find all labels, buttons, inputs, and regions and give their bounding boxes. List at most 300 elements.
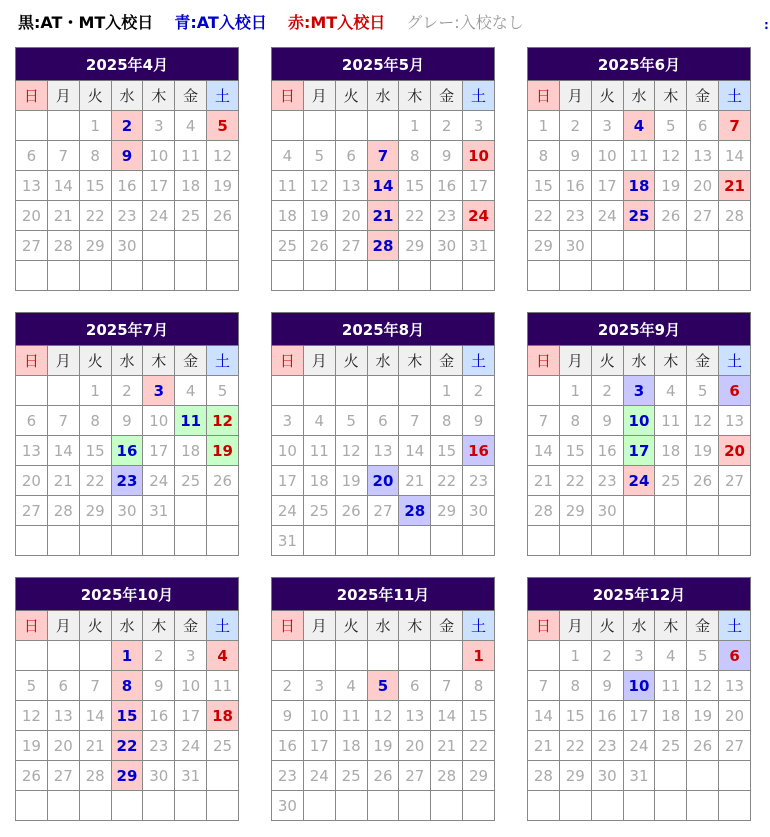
day-cell: 20 xyxy=(399,731,431,761)
empty-cell xyxy=(47,791,79,821)
day-cell: 20 xyxy=(719,436,751,466)
weekday-header: 木 xyxy=(399,81,431,111)
day-cell: 15 xyxy=(559,701,591,731)
weekday-header: 日 xyxy=(528,346,560,376)
weekday-header: 火 xyxy=(335,81,367,111)
empty-cell xyxy=(528,376,560,406)
day-cell: 28 xyxy=(431,761,463,791)
empty-cell xyxy=(431,641,463,671)
day-cell: 11 xyxy=(175,141,207,171)
day-cell: 9 xyxy=(111,141,143,171)
day-cell: 27 xyxy=(719,466,751,496)
empty-cell xyxy=(207,261,239,291)
day-cell: 18 xyxy=(655,436,687,466)
day-cell: 7 xyxy=(47,141,79,171)
empty-cell xyxy=(367,526,399,556)
empty-cell xyxy=(303,376,335,406)
day-cell: 3 xyxy=(623,641,655,671)
weekday-header: 日 xyxy=(272,611,304,641)
day-cell: 21 xyxy=(79,731,111,761)
day-cell: 17 xyxy=(175,701,207,731)
empty-cell xyxy=(79,261,111,291)
day-cell: 25 xyxy=(175,201,207,231)
weekday-header: 土 xyxy=(207,611,239,641)
empty-cell xyxy=(143,526,175,556)
day-cell: 7 xyxy=(528,406,560,436)
empty-cell xyxy=(367,111,399,141)
month-title: 2025年7月 xyxy=(16,313,239,346)
day-cell: 11 xyxy=(207,671,239,701)
weekday-header: 火 xyxy=(79,611,111,641)
day-cell: 9 xyxy=(111,406,143,436)
month-title: 2025年10月 xyxy=(16,578,239,611)
weekday-header: 金 xyxy=(431,81,463,111)
day-cell: 12 xyxy=(303,171,335,201)
day-cell: 16 xyxy=(463,436,495,466)
day-cell: 23 xyxy=(272,761,304,791)
day-cell: 27 xyxy=(367,496,399,526)
day-cell: 27 xyxy=(399,761,431,791)
empty-cell xyxy=(719,231,751,261)
weekday-header: 日 xyxy=(272,346,304,376)
day-cell: 16 xyxy=(272,731,304,761)
day-cell: 8 xyxy=(399,141,431,171)
weekday-header: 木 xyxy=(399,346,431,376)
weekday-header: 水 xyxy=(623,346,655,376)
empty-cell xyxy=(367,261,399,291)
empty-cell xyxy=(559,261,591,291)
day-cell: 15 xyxy=(79,436,111,466)
day-cell: 16 xyxy=(431,171,463,201)
day-cell: 19 xyxy=(687,436,719,466)
day-cell: 6 xyxy=(16,141,48,171)
day-cell: 8 xyxy=(431,406,463,436)
empty-cell xyxy=(623,791,655,821)
weekday-header: 火 xyxy=(591,346,623,376)
weekday-header: 水 xyxy=(111,346,143,376)
empty-cell xyxy=(47,376,79,406)
day-cell: 14 xyxy=(367,171,399,201)
day-cell: 10 xyxy=(175,671,207,701)
weekday-header: 月 xyxy=(47,346,79,376)
day-cell: 21 xyxy=(528,731,560,761)
day-cell: 5 xyxy=(687,641,719,671)
month-title: 2025年8月 xyxy=(272,313,495,346)
day-cell: 24 xyxy=(591,201,623,231)
empty-cell xyxy=(431,526,463,556)
empty-cell xyxy=(399,376,431,406)
day-cell: 21 xyxy=(431,731,463,761)
empty-cell xyxy=(47,111,79,141)
day-cell: 2 xyxy=(143,641,175,671)
day-cell: 1 xyxy=(79,111,111,141)
day-cell: 3 xyxy=(143,111,175,141)
empty-cell xyxy=(207,761,239,791)
month-calendar xyxy=(271,47,495,291)
empty-cell xyxy=(591,231,623,261)
day-cell: 2 xyxy=(591,376,623,406)
day-cell: 3 xyxy=(143,376,175,406)
weekday-header: 水 xyxy=(111,81,143,111)
day-cell: 28 xyxy=(367,231,399,261)
empty-cell xyxy=(367,791,399,821)
day-cell: 20 xyxy=(719,701,751,731)
empty-cell xyxy=(111,526,143,556)
day-cell: 15 xyxy=(463,701,495,731)
day-cell: 1 xyxy=(431,376,463,406)
empty-cell xyxy=(399,526,431,556)
empty-cell xyxy=(175,791,207,821)
day-cell: 11 xyxy=(623,141,655,171)
day-cell: 15 xyxy=(559,436,591,466)
weekday-header: 火 xyxy=(79,346,111,376)
day-cell: 7 xyxy=(367,141,399,171)
day-cell: 16 xyxy=(559,171,591,201)
empty-cell xyxy=(687,526,719,556)
day-cell: 15 xyxy=(399,171,431,201)
day-cell: 5 xyxy=(367,671,399,701)
day-cell: 2 xyxy=(431,111,463,141)
day-cell: 22 xyxy=(559,731,591,761)
day-cell: 26 xyxy=(335,496,367,526)
day-cell: 26 xyxy=(303,231,335,261)
day-cell: 2 xyxy=(559,111,591,141)
day-cell: 26 xyxy=(207,466,239,496)
day-cell: 30 xyxy=(431,231,463,261)
day-cell: 30 xyxy=(463,496,495,526)
weekday-header: 水 xyxy=(111,611,143,641)
empty-cell xyxy=(528,261,560,291)
day-cell: 27 xyxy=(47,761,79,791)
weekday-header: 木 xyxy=(655,81,687,111)
day-cell: 26 xyxy=(687,731,719,761)
day-cell: 23 xyxy=(111,466,143,496)
weekday-header: 日 xyxy=(16,81,48,111)
empty-cell xyxy=(528,526,560,556)
day-cell: 22 xyxy=(431,466,463,496)
day-cell: 31 xyxy=(463,231,495,261)
weekday-header: 土 xyxy=(463,346,495,376)
day-cell: 30 xyxy=(559,231,591,261)
empty-cell xyxy=(47,641,79,671)
day-cell: 17 xyxy=(143,436,175,466)
day-cell: 1 xyxy=(463,641,495,671)
empty-cell xyxy=(719,761,751,791)
day-cell: 5 xyxy=(655,111,687,141)
day-cell: 3 xyxy=(303,671,335,701)
month-calendar xyxy=(15,312,239,556)
empty-cell xyxy=(47,261,79,291)
day-cell: 6 xyxy=(335,141,367,171)
day-cell: 29 xyxy=(399,231,431,261)
day-cell: 8 xyxy=(79,406,111,436)
legend-black: 黒:AT・MT入校日 xyxy=(18,13,154,32)
weekday-header: 月 xyxy=(303,81,335,111)
empty-cell xyxy=(175,496,207,526)
empty-cell xyxy=(335,526,367,556)
empty-cell xyxy=(207,496,239,526)
day-cell: 9 xyxy=(272,701,304,731)
day-cell: 1 xyxy=(559,376,591,406)
legend-gray: グレー:入校なし xyxy=(406,13,524,32)
day-cell: 23 xyxy=(591,731,623,761)
empty-cell xyxy=(367,641,399,671)
weekday-header: 木 xyxy=(143,346,175,376)
day-cell: 1 xyxy=(559,641,591,671)
empty-cell xyxy=(79,791,111,821)
weekday-header: 火 xyxy=(335,611,367,641)
day-cell: 10 xyxy=(591,141,623,171)
weekday-header: 月 xyxy=(559,81,591,111)
day-cell: 29 xyxy=(111,761,143,791)
day-cell: 8 xyxy=(559,406,591,436)
weekday-header: 金 xyxy=(175,611,207,641)
empty-cell xyxy=(335,376,367,406)
empty-cell xyxy=(687,791,719,821)
empty-cell xyxy=(431,791,463,821)
empty-cell xyxy=(143,791,175,821)
weekday-header: 月 xyxy=(47,611,79,641)
day-cell: 12 xyxy=(335,436,367,466)
weekday-header: 月 xyxy=(559,611,591,641)
day-cell: 13 xyxy=(16,436,48,466)
day-cell: 4 xyxy=(272,141,304,171)
day-cell: 5 xyxy=(303,141,335,171)
day-cell: 6 xyxy=(687,111,719,141)
day-cell: 23 xyxy=(559,201,591,231)
empty-cell xyxy=(16,376,48,406)
empty-cell xyxy=(528,641,560,671)
day-cell: 14 xyxy=(399,436,431,466)
day-cell: 17 xyxy=(463,171,495,201)
day-cell: 8 xyxy=(111,671,143,701)
empty-cell xyxy=(303,791,335,821)
weekday-header: 土 xyxy=(207,81,239,111)
weekday-header: 日 xyxy=(528,611,560,641)
day-cell: 10 xyxy=(143,406,175,436)
empty-cell xyxy=(303,526,335,556)
weekday-header: 金 xyxy=(431,611,463,641)
day-cell: 27 xyxy=(16,231,48,261)
day-cell: 3 xyxy=(623,376,655,406)
day-cell: 20 xyxy=(687,171,719,201)
day-cell: 7 xyxy=(528,671,560,701)
weekday-header: 月 xyxy=(559,346,591,376)
empty-cell xyxy=(16,261,48,291)
day-cell: 30 xyxy=(591,761,623,791)
day-cell: 14 xyxy=(528,701,560,731)
empty-cell xyxy=(591,526,623,556)
day-cell: 25 xyxy=(335,761,367,791)
weekday-header: 火 xyxy=(79,81,111,111)
day-cell: 10 xyxy=(623,406,655,436)
empty-cell xyxy=(303,261,335,291)
empty-cell xyxy=(207,526,239,556)
day-cell: 12 xyxy=(207,406,239,436)
day-cell: 25 xyxy=(655,731,687,761)
day-cell: 1 xyxy=(111,641,143,671)
day-cell: 25 xyxy=(175,466,207,496)
day-cell: 12 xyxy=(16,701,48,731)
empty-cell xyxy=(79,526,111,556)
day-cell: 20 xyxy=(16,201,48,231)
empty-cell xyxy=(143,261,175,291)
day-cell: 7 xyxy=(431,671,463,701)
empty-cell xyxy=(207,231,239,261)
day-cell: 17 xyxy=(272,466,304,496)
day-cell: 5 xyxy=(16,671,48,701)
day-cell: 27 xyxy=(16,496,48,526)
empty-cell xyxy=(655,231,687,261)
weekday-header: 土 xyxy=(463,81,495,111)
day-cell: 10 xyxy=(303,701,335,731)
day-cell: 13 xyxy=(47,701,79,731)
day-cell: 24 xyxy=(623,466,655,496)
month-calendar xyxy=(15,577,239,821)
day-cell: 3 xyxy=(175,641,207,671)
day-cell: 8 xyxy=(528,141,560,171)
empty-cell xyxy=(623,231,655,261)
weekday-header: 土 xyxy=(719,81,751,111)
day-cell: 26 xyxy=(207,201,239,231)
weekday-header: 金 xyxy=(687,81,719,111)
day-cell: 12 xyxy=(687,406,719,436)
day-cell: 2 xyxy=(463,376,495,406)
empty-cell xyxy=(272,641,304,671)
weekday-header: 金 xyxy=(687,346,719,376)
day-cell: 16 xyxy=(591,701,623,731)
day-cell: 4 xyxy=(655,376,687,406)
weekday-header: 土 xyxy=(719,346,751,376)
day-cell: 10 xyxy=(272,436,304,466)
day-cell: 14 xyxy=(47,171,79,201)
day-cell: 6 xyxy=(16,406,48,436)
day-cell: 16 xyxy=(111,436,143,466)
month-title: 2025年11月 xyxy=(272,578,495,611)
empty-cell xyxy=(623,261,655,291)
weekday-header: 金 xyxy=(687,611,719,641)
empty-cell xyxy=(687,496,719,526)
weekday-header: 水 xyxy=(367,81,399,111)
day-cell: 28 xyxy=(47,496,79,526)
month-title: 2025年9月 xyxy=(528,313,751,346)
weekday-header: 月 xyxy=(303,346,335,376)
month-calendar xyxy=(527,47,751,291)
day-cell: 6 xyxy=(719,641,751,671)
day-cell: 7 xyxy=(79,671,111,701)
day-cell: 7 xyxy=(719,111,751,141)
day-cell: 2 xyxy=(111,111,143,141)
day-cell: 19 xyxy=(655,171,687,201)
empty-cell xyxy=(272,111,304,141)
day-cell: 17 xyxy=(623,436,655,466)
empty-cell xyxy=(591,261,623,291)
empty-cell xyxy=(207,791,239,821)
day-cell: 7 xyxy=(47,406,79,436)
weekday-header: 水 xyxy=(623,611,655,641)
day-cell: 3 xyxy=(463,111,495,141)
day-cell: 13 xyxy=(335,171,367,201)
day-cell: 12 xyxy=(655,141,687,171)
day-cell: 28 xyxy=(719,201,751,231)
empty-cell xyxy=(335,791,367,821)
month-calendar xyxy=(271,577,495,821)
weekday-header: 月 xyxy=(47,81,79,111)
day-cell: 31 xyxy=(623,761,655,791)
day-cell: 14 xyxy=(47,436,79,466)
day-cell: 30 xyxy=(143,761,175,791)
day-cell: 16 xyxy=(591,436,623,466)
day-cell: 30 xyxy=(591,496,623,526)
day-cell: 24 xyxy=(143,466,175,496)
day-cell: 2 xyxy=(272,671,304,701)
empty-cell xyxy=(272,376,304,406)
day-cell: 29 xyxy=(79,496,111,526)
day-cell: 10 xyxy=(463,141,495,171)
weekday-header: 土 xyxy=(463,611,495,641)
day-cell: 28 xyxy=(47,231,79,261)
legend-blue: 青:AT入校日 xyxy=(174,13,267,32)
day-cell: 22 xyxy=(559,466,591,496)
day-cell: 9 xyxy=(591,406,623,436)
month-title: 2025年12月 xyxy=(528,578,751,611)
day-cell: 15 xyxy=(111,701,143,731)
empty-cell xyxy=(687,231,719,261)
day-cell: 24 xyxy=(143,201,175,231)
day-cell: 14 xyxy=(528,436,560,466)
day-cell: 24 xyxy=(463,201,495,231)
day-cell: 28 xyxy=(528,761,560,791)
empty-cell xyxy=(399,261,431,291)
day-cell: 9 xyxy=(463,406,495,436)
day-cell: 8 xyxy=(559,671,591,701)
day-cell: 24 xyxy=(175,731,207,761)
day-cell: 23 xyxy=(463,466,495,496)
day-cell: 28 xyxy=(528,496,560,526)
weekday-header: 金 xyxy=(175,346,207,376)
empty-cell xyxy=(591,791,623,821)
weekday-header: 土 xyxy=(719,611,751,641)
empty-cell xyxy=(719,261,751,291)
weekday-header: 月 xyxy=(303,611,335,641)
day-cell: 7 xyxy=(399,406,431,436)
day-cell: 17 xyxy=(143,171,175,201)
day-cell: 9 xyxy=(559,141,591,171)
day-cell: 25 xyxy=(303,496,335,526)
day-cell: 29 xyxy=(559,496,591,526)
day-cell: 14 xyxy=(431,701,463,731)
empty-cell xyxy=(16,641,48,671)
day-cell: 19 xyxy=(367,731,399,761)
empty-cell xyxy=(143,231,175,261)
day-cell: 16 xyxy=(111,171,143,201)
day-cell: 6 xyxy=(719,376,751,406)
day-cell: 19 xyxy=(303,201,335,231)
corner-mark: : xyxy=(764,18,769,32)
empty-cell xyxy=(431,261,463,291)
empty-cell xyxy=(367,376,399,406)
weekday-header: 火 xyxy=(591,81,623,111)
day-cell: 21 xyxy=(367,201,399,231)
day-cell: 31 xyxy=(143,496,175,526)
month-calendar xyxy=(527,577,751,821)
day-cell: 19 xyxy=(207,436,239,466)
day-cell: 17 xyxy=(591,171,623,201)
day-cell: 6 xyxy=(47,671,79,701)
day-cell: 20 xyxy=(47,731,79,761)
day-cell: 31 xyxy=(272,526,304,556)
empty-cell xyxy=(303,111,335,141)
